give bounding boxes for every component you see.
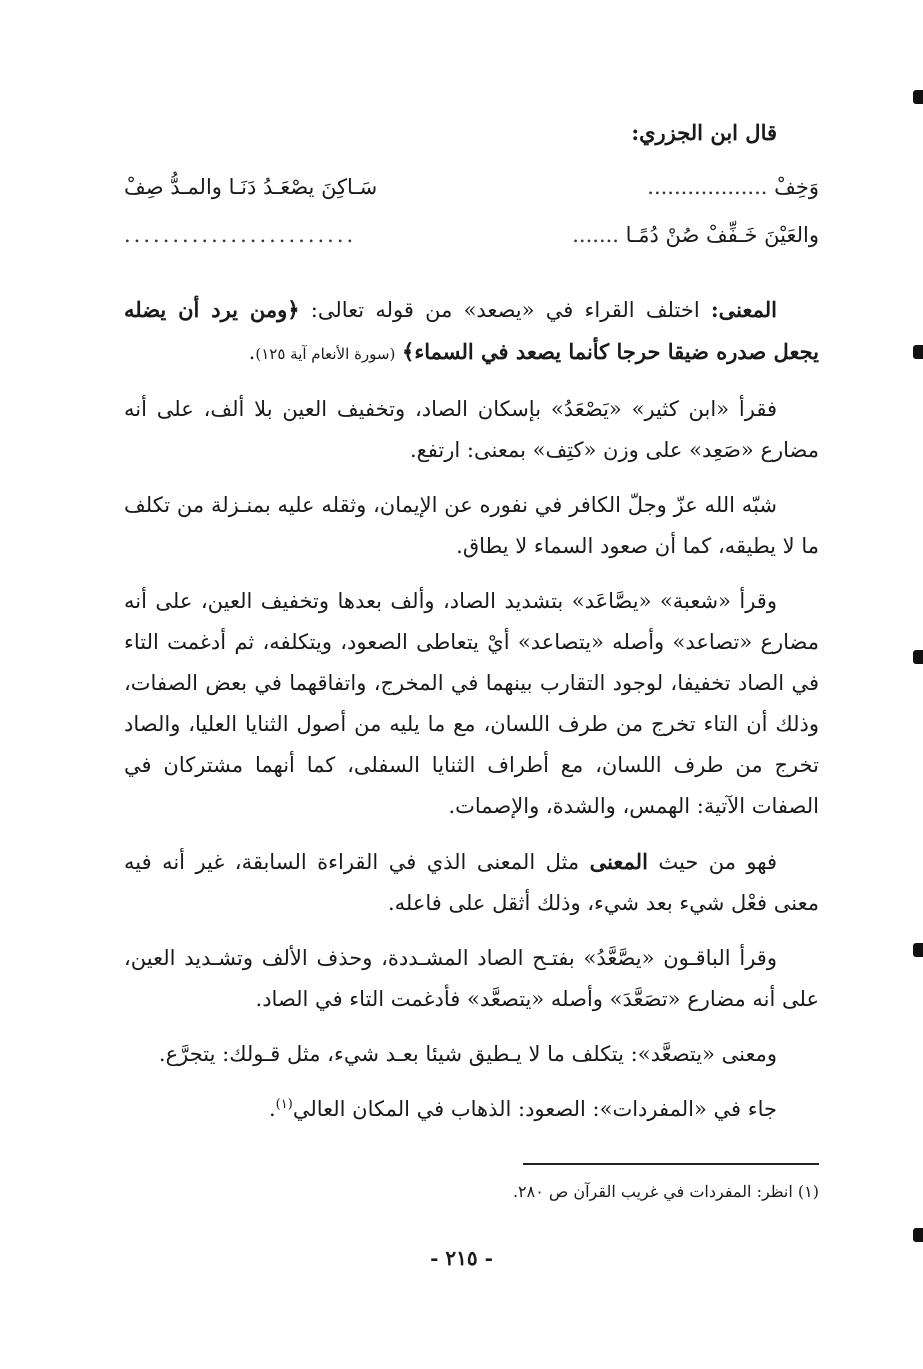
paragraph-others: وقرأ الباقـون «يصَّعَّدُ» بفتـح الصاد المشـددة، وحذف الألف وتشـديد العين، على أنه مضارع «تصَعَّدَ» وأصله «يتصعَّد» فأدغمت التاء في الصاد. bbox=[124, 946, 819, 1011]
verse-second-first-hemistich bbox=[572, 215, 819, 256]
footnote-divider bbox=[523, 1163, 819, 1165]
edge-mark bbox=[913, 650, 923, 664]
quran-reference: (سورة الأنعام آية ١٢٥) bbox=[255, 345, 396, 363]
verse-line2-right: والعَيْنَ خَـفِّفْ صُنْ دُمًـا bbox=[625, 223, 819, 247]
edge-mark bbox=[913, 943, 923, 957]
verse-line2-right-dots: ....... bbox=[572, 223, 619, 247]
comparison-start: فهو من حيث bbox=[658, 850, 777, 874]
quran-quote: ﴿ومن يرد أن يضله يجعل صدره ضيقا حرجا كأنما يصعد في السماء﴾ bbox=[124, 297, 819, 364]
edge-mark bbox=[913, 90, 923, 104]
verse-line2-left: ........................ bbox=[124, 223, 357, 247]
footnote-marker: (١) bbox=[275, 1097, 293, 1112]
comparison-end: مثل المعنى الذي في القراءة السابقة، غير أنه فيه معنى فعْل شيء بعد شيء، وذلك أثقل على فاعله. bbox=[124, 850, 819, 915]
edge-mark bbox=[913, 345, 923, 359]
paragraph-meaning-comparison bbox=[124, 841, 819, 924]
meaning-end: . bbox=[248, 340, 256, 364]
paragraph-ibn-kathir: فقرأ «ابن كثير» «يَصْعَدُ» بإسكان الصاد، وتخفيف العين بلا ألف، على أنه مضارع «صَعِد» على وزن «كتِف» بمعنى: ارتفع. bbox=[124, 397, 819, 462]
footnote: (١) انظر: المفردات في غريب القرآن ص ٢٨٠. bbox=[512, 1182, 819, 1201]
paragraph-meaning bbox=[124, 289, 819, 375]
edge-mark bbox=[913, 1228, 923, 1242]
verse-line1-dots: .................. bbox=[647, 175, 768, 199]
paragraph-simile: شبّه الله عزّ وجلّ الكافر في نفوره عن الإيمان، وثقله عليه بمنـزلة من تكلف ما لا يطيقه، كما أن صعود السماء لا يطاق. bbox=[124, 493, 819, 558]
meaning-text: اختلف القراء في «يصعد» من قوله تعالى: bbox=[310, 298, 700, 322]
section-heading: قال ابن الجزري: bbox=[631, 120, 777, 145]
verse-line-2 bbox=[124, 215, 819, 263]
mufradat-end: . bbox=[268, 1097, 276, 1121]
paragraph-mufradat bbox=[124, 1089, 819, 1130]
comparison-bold-word: المعنى bbox=[589, 849, 648, 874]
verse-line-1 bbox=[124, 167, 819, 215]
meaning-label: المعنى: bbox=[710, 297, 777, 322]
verse-first-hemistich bbox=[647, 167, 819, 208]
page-number: - ٢١٥ - bbox=[430, 1246, 493, 1270]
main-text bbox=[124, 112, 819, 1130]
paragraph-shuba: وقرأ «شعبة» «يصَّاعَد» بتشديد الصاد، وألف بعدها وتخفيف العين، على أنه مضارع «تصاعد» وأصله «يتصاعد» أيْ يتعاطى الصعود، ويتكلفه، ثم أدغمت التاء في الصاد تخفيفا، لوجود التقارب بينهما في المخرج، واتفاقهما في بعض الصفات، وذلك أن التاء تخرج من طرف اللسان، مع ما يليه من أصول الثنايا العليا، والصاد تخرج من طرف اللسان، مع أطراف الثنايا السفلى، كما أنهما مشتركان في الصفات الآتية: الهمس، والشدة، والإصمات. bbox=[124, 589, 819, 818]
verse-line1-left: سَـاكِنَ يصْعَـدُ دَنَـا والمـدُّ صِفْ bbox=[124, 175, 378, 199]
paragraph-yatasaad-meaning: ومعنى «يتصعَّد»: يتكلف ما لا يـطيق شيئا بعـد شيء، مثل قـولك: يتجرَّع. bbox=[158, 1042, 777, 1066]
verse-line1-right: وَخِفْ bbox=[774, 175, 819, 199]
mufradat-text: جاء في «المفردات»: الصعود: الذهاب في المكان العالي bbox=[292, 1097, 777, 1121]
